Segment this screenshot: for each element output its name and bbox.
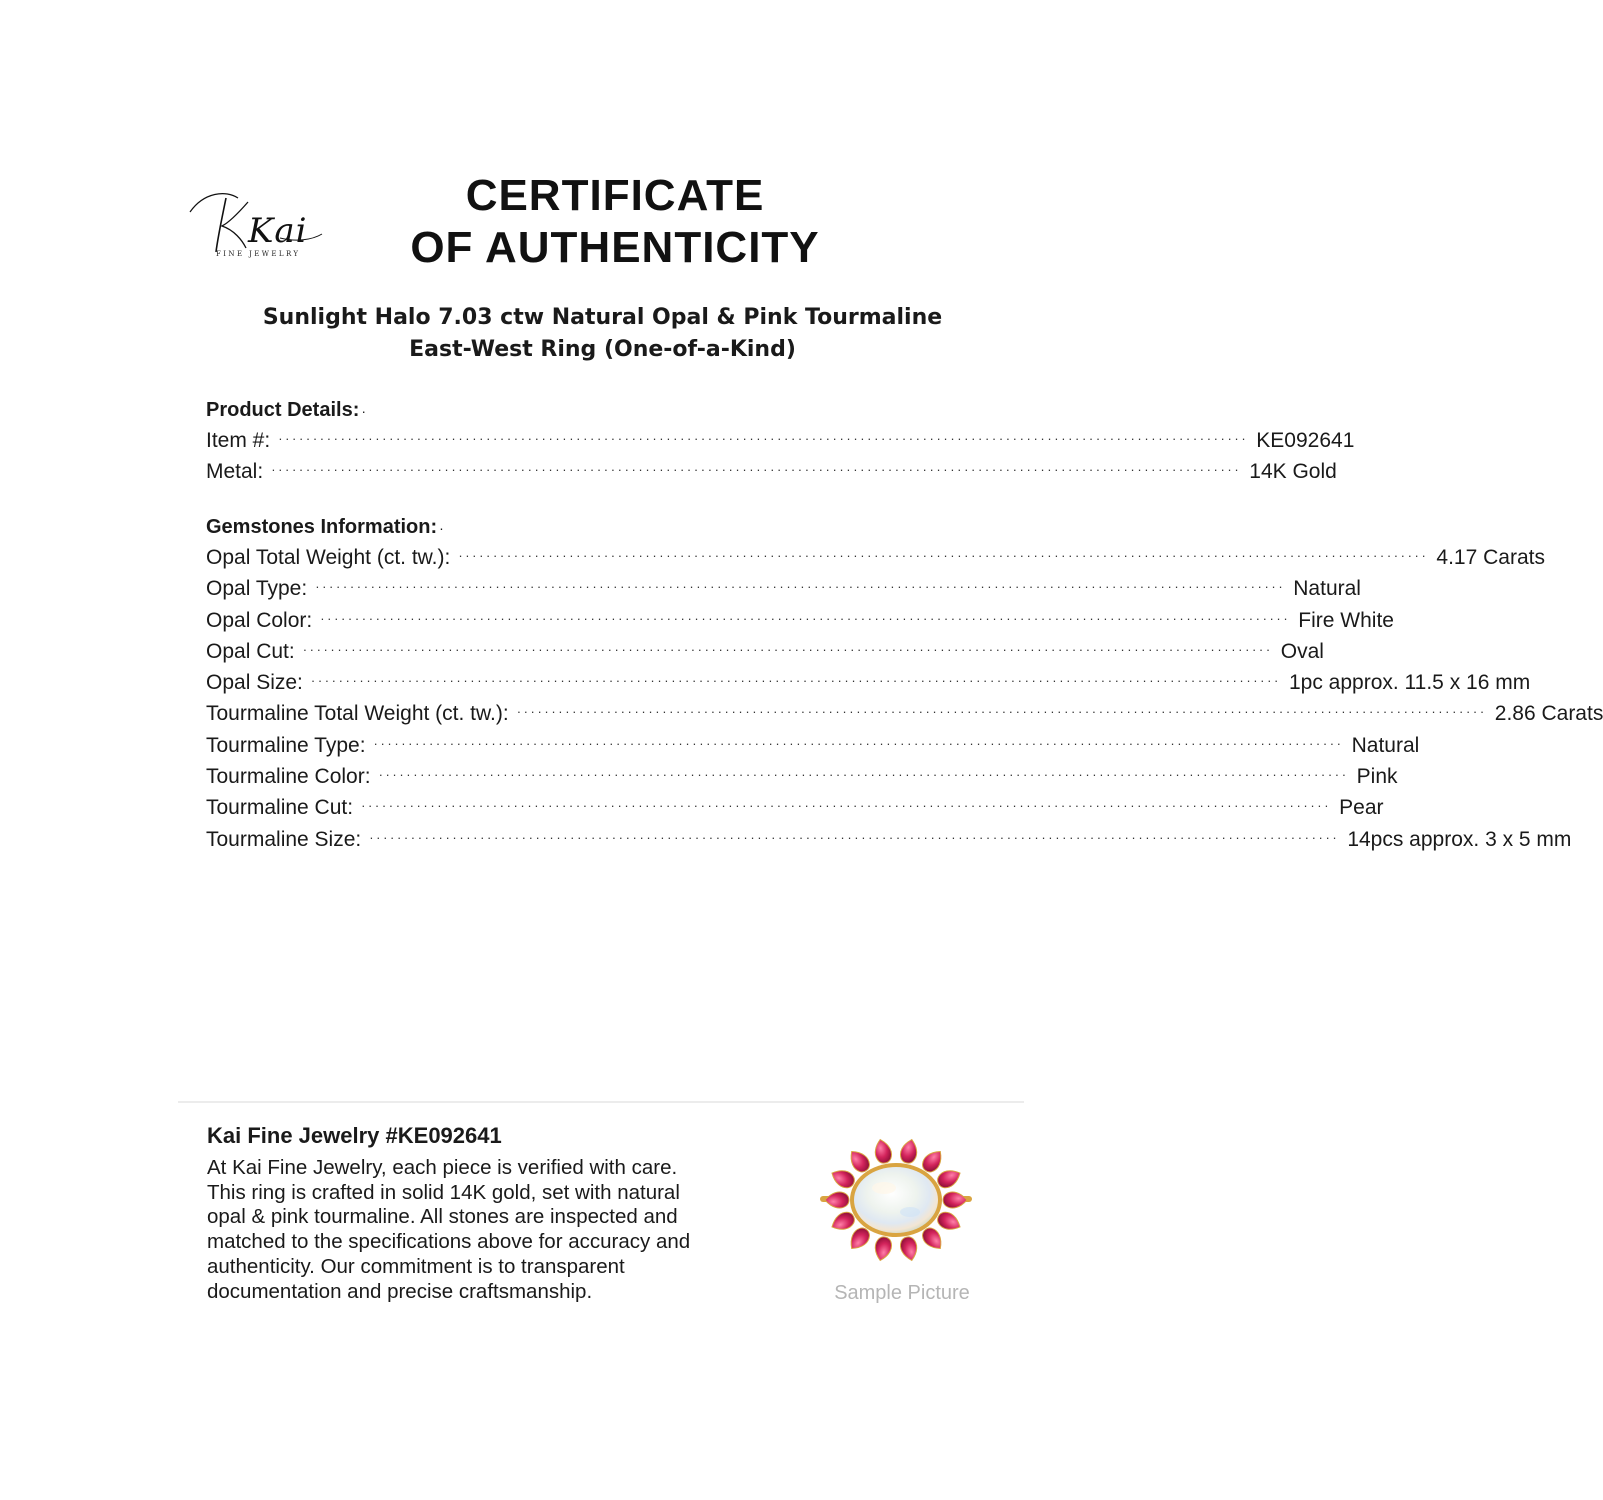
gemstones-section (206, 513, 1603, 856)
spec-value: Natural (1351, 733, 1420, 757)
leader-dots: ············································································································································ (278, 431, 1249, 446)
gemstones-heading-text: Gemstones Information: (206, 516, 438, 538)
product-name-line-2: East-West Ring (One-of-a-Kind) (409, 337, 796, 362)
spec-label: Tourmaline Total Weight (ct. tw.): (206, 702, 509, 726)
spec-value: Fire White (1298, 608, 1394, 632)
spec-value: Oval (1280, 639, 1324, 663)
spec-label: Opal Type: (206, 577, 308, 601)
footer-line: documentation and precise craftsmanship. (207, 1279, 593, 1303)
spec-value: Pink (1356, 765, 1398, 789)
spec-row (206, 825, 1572, 856)
tourmaline-stone (872, 1138, 893, 1165)
spec-value: KE092641 (1256, 429, 1355, 452)
spec-label: Opal Color: (206, 608, 313, 632)
spec-value: 4.17 Carats (1436, 546, 1545, 569)
leader-dots: ············································································································································ (271, 462, 1242, 478)
footer-line: opal & pink tourmaline. All stones are inspected and (207, 1205, 678, 1229)
spec-row (206, 731, 1420, 762)
product-name (150, 302, 1055, 366)
spec-row (206, 606, 1394, 637)
leader-dots: ············································································································································ (320, 610, 1291, 626)
leader-dots: ············································································································································ (516, 704, 1487, 720)
heading-dot: · (361, 403, 367, 419)
product-details-heading (206, 396, 1001, 426)
title-line-2: OF AUTHENTICITY (410, 223, 820, 272)
leader-dots: ············································································································································ (373, 735, 1344, 751)
tourmaline-stone (943, 1192, 967, 1208)
footer-title: Kai Fine Jewelry #KE092641 (207, 1123, 502, 1148)
spec-label: Tourmaline Cut: (206, 796, 354, 820)
spec-label: Item #: (206, 429, 271, 452)
footer-line: authenticity. Our commitment is to transparent (207, 1254, 625, 1278)
footer-line: This ring is crafted in solid 14K gold, set with natural (207, 1180, 680, 1204)
spec-label: Tourmaline Size: (206, 827, 362, 851)
spec-row (206, 426, 1355, 457)
spec-row (206, 762, 1398, 793)
spec-row (206, 699, 1603, 730)
sample-picture (806, 1120, 984, 1312)
spec-value: 14pcs approx. 3 x 5 mm (1347, 827, 1572, 851)
footer-line: At Kai Fine Jewelry, each piece is verified with care. (207, 1156, 678, 1179)
ring-image-icon (806, 1120, 984, 1280)
gemstones-heading (206, 513, 1001, 543)
spec-label: Tourmaline Color: (206, 765, 371, 789)
footer-description (207, 1156, 782, 1304)
spec-label: Metal: (206, 460, 264, 484)
tourmaline-stone (829, 1166, 858, 1191)
brand-logo (186, 188, 328, 266)
leader-dots: ············································································································································ (310, 673, 1281, 689)
spec-value: Pear (1339, 796, 1384, 820)
certificate-title (360, 170, 870, 274)
leader-dots: ············································································································································ (302, 641, 1273, 657)
spec-value: 1pc approx. 11.5 x 16 mm (1288, 671, 1531, 695)
tourmaline-stone (825, 1192, 849, 1208)
spec-label: Opal Cut: (206, 639, 295, 663)
leader-dots: ············································································································································ (361, 798, 1332, 814)
tourmaline-stone (935, 1166, 964, 1191)
opal-highlight (872, 1182, 896, 1194)
spec-label: Opal Size: (206, 671, 303, 695)
product-details-section (206, 396, 1355, 489)
tourmaline-stone (935, 1209, 964, 1234)
product-name-line-1: Sunlight Halo 7.03 ctw Natural Opal & Pink Tourmaline (262, 305, 943, 330)
logo-tagline: FINE JEWELRY (216, 250, 301, 258)
product-details-heading-text: Product Details: (206, 399, 360, 421)
tourmaline-stone (872, 1235, 893, 1262)
spec-row (206, 574, 1361, 605)
footer-divider (178, 1101, 1024, 1103)
tourmaline-stone (899, 1235, 920, 1262)
leader-dots: ············································································································································ (315, 579, 1286, 595)
footer-line: matched to the specifications above for accuracy and (207, 1230, 691, 1254)
leader-dots: ············································································································································ (378, 767, 1349, 783)
leader-dots: ············································································································································ (458, 548, 1429, 563)
tourmaline-stone (899, 1138, 920, 1165)
spec-row (206, 457, 1337, 488)
title-line-1: CERTIFICATE (465, 171, 765, 220)
spec-label: Opal Total Weight (ct. tw.): (206, 546, 451, 569)
sample-picture-caption: Sample Picture (834, 1282, 970, 1304)
opal-play-of-color (900, 1207, 920, 1217)
logo-script-text: Kai (248, 211, 308, 251)
spec-value: Natural (1293, 577, 1361, 601)
heading-dot: · (439, 520, 444, 536)
opal-stone (854, 1167, 938, 1233)
tourmaline-stone (829, 1209, 858, 1234)
spec-value: 14K Gold (1249, 460, 1337, 484)
spec-row (206, 637, 1324, 668)
leader-dots: ············································································································································ (369, 829, 1340, 845)
spec-label: Tourmaline Type: (206, 733, 366, 757)
spec-row (206, 668, 1531, 699)
spec-value: 2.86 Carats (1494, 702, 1603, 726)
spec-row (206, 793, 1384, 824)
spec-row (206, 543, 1545, 574)
